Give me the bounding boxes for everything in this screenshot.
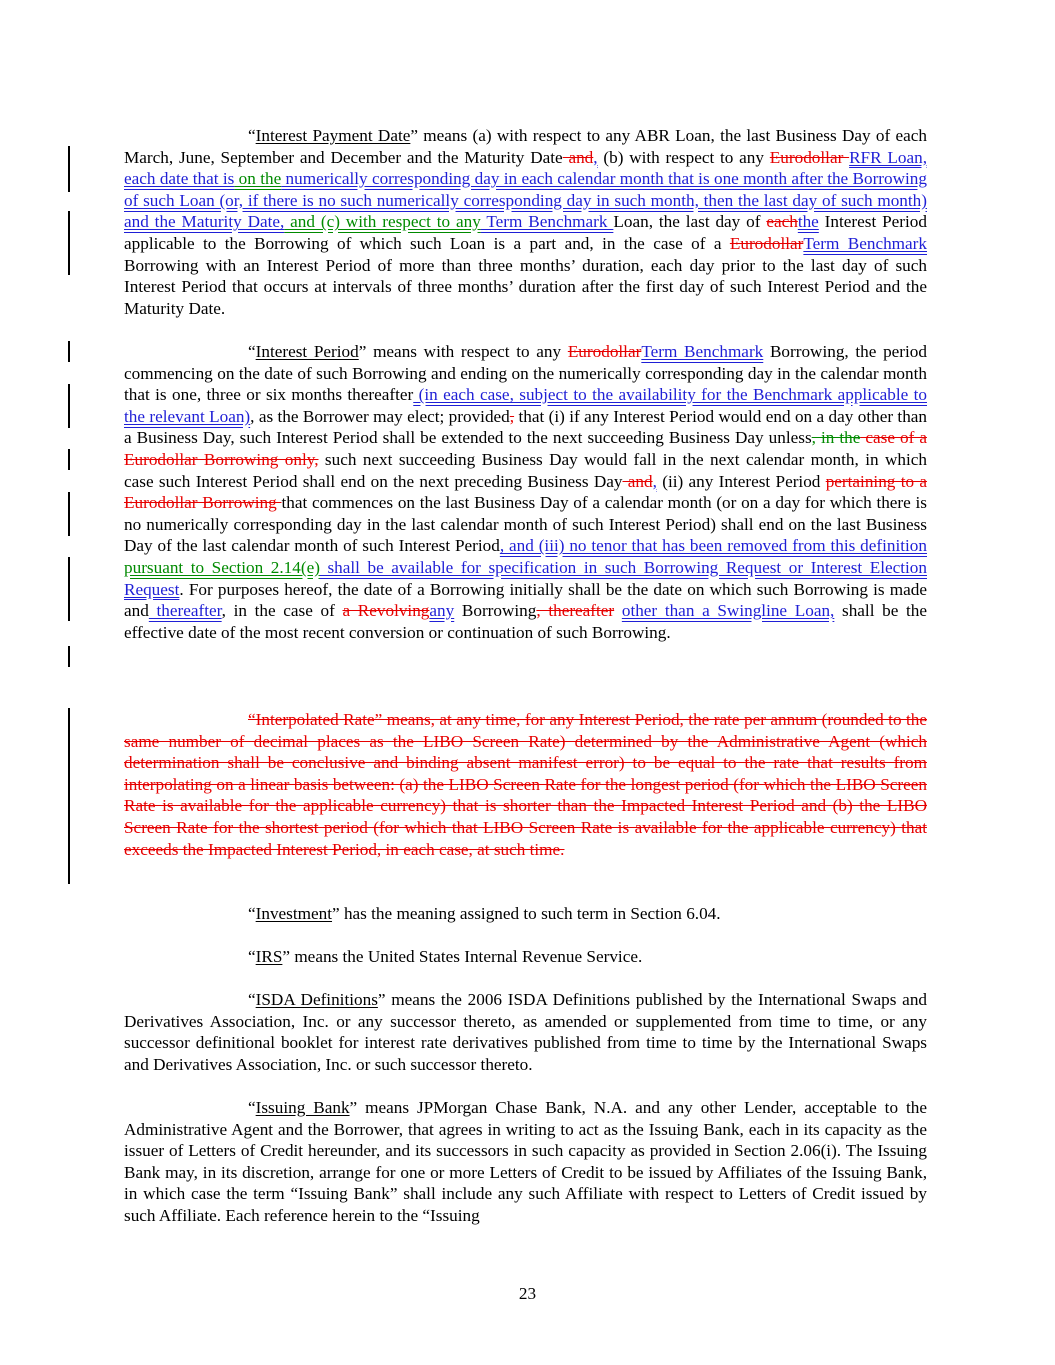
inserted-text: any: [429, 601, 455, 621]
body-text: ” means JPMorgan Chase Bank, N.A. and any other Lender, acceptable to the Administrative Agent and the Borrower, that agrees in writing to act as the Issuing Bank, each in its capacity as the issuer of Letters of Credit hereunder, and its successors in such capacity as provided in Section 2.06(i). The Issuing Bank may, in its discretion, arrange for one or more Letters of Credit to be issued by Affiliates of the Issuing Bank, in which case the term “Issuing Bank” shall include any such Affiliate with respect to Letters of Credit issued by such Affiliate. Each reference herein to the “Issuing: [124, 1098, 928, 1225]
deleted-text: a Revolving: [342, 601, 430, 621]
defined-term: Interest Period: [255, 342, 359, 361]
deleted-text: , thereafter: [536, 601, 615, 621]
defined-term: Investment: [255, 904, 333, 923]
body-text: ” means with respect to any: [358, 342, 568, 361]
body-text: that commences on the last Business Day of a calendar month (or on a day for which there is no numerically corresponding day in the last calendar month of such Interest Period) shall end on the last Business Day of the last calendar month of such Interest Period: [124, 493, 927, 556]
quote-mark: “: [248, 1098, 256, 1117]
body-text: that (i) if any Interest Period would end on a day other than a Business Day, such Interest Period shall be extended to the next succeeding Business Day unless: [124, 406, 928, 448]
quote-mark: “: [248, 947, 256, 966]
body-text: Loan, the last day of: [613, 212, 767, 232]
definition-interest-payment-date: [124, 125, 927, 319]
quote-mark: “: [248, 990, 256, 1009]
inserted-text: the: [797, 212, 819, 232]
body-text: , in the case of: [221, 601, 343, 621]
deleted-text: pertaining to a Eurodollar Borrowing: [124, 471, 928, 513]
body-text: ” means (a) with respect to any ABR Loan, the last Business Day of each March, June, September and December and the Maturity Date: [124, 126, 927, 167]
body-text: such next succeeding Business Day would fall in the next calendar month, in which case such Interest Period shall end on the next preceding Business Day: [124, 449, 927, 491]
defined-term: Issuing Bank: [255, 1098, 350, 1117]
defined-term: ISDA Definitions: [255, 990, 378, 1009]
moved-text: and (c) with respect to any: [284, 212, 481, 232]
body-text: ” means the 2006 ISDA Definitions published by the International Swaps and Derivatives Association, Inc. or any successor thereto, as amended or supplemented from time to time, or any successor definitional booklet for interest rate derivatives published from time to time by the International Swaps and Derivatives Association, Inc. or such successor thereto.: [124, 990, 928, 1074]
deleted-text: each: [766, 212, 798, 232]
deleted-text: ,: [509, 406, 515, 426]
body-text: ” has the meaning assigned to such term in Section 6.04.: [332, 904, 721, 923]
body-text: Borrowing, the period commencing on the date of such Borrowing and ending on the numerically corresponding day in the calendar month that is one, three or six months thereafter: [124, 342, 927, 405]
deleted-text: “Interpolated Rate” means, at any time, for any Interest Period, the rate per annum (rounded to the same number of decimal places as the LIBO Screen Rate) determined by the Administrative Agent (which determination shall be conclusive and binding absent manifest error) to be equal to the rate that results from interpolating on a linear basis between: (a) the LIBO Screen Rate for the longest period (for which the LIBO Screen Rate is available for the applicable currency) that is shorter than the Impacted Interest Period and (b) the LIBO Screen Rate for the shortest period (for which that LIBO Screen Rate is available for the applicable currency) that exceeds the Impacted Interest Period, in each case, at such time.: [124, 710, 927, 859]
page-number: 23: [518, 1284, 537, 1303]
definition-isda-definitions: [124, 989, 927, 1075]
change-bar: [68, 146, 70, 192]
body-text: shall be the effective date of the most recent conversion or continuation of such Borrowing.: [124, 601, 928, 642]
inserted-text: ,: [652, 471, 657, 491]
inserted-text: RFR Loan, each date that is: [124, 147, 927, 189]
definition-interest-period: [124, 341, 927, 643]
deleted-text: and: [562, 147, 594, 167]
quote-mark: “: [248, 904, 256, 923]
change-bar: [68, 341, 70, 362]
change-bar: [68, 449, 70, 470]
change-bar: [68, 557, 70, 621]
body-text: . For purposes hereof, the date of a Borrowing initially shall be the date on which such Borrowing is made and: [124, 579, 927, 621]
inserted-text: (in each case, subject to the availability for the Benchmark applicable to the relevant Loan): [124, 385, 927, 426]
body-text: [614, 601, 622, 620]
body-text: (b) with respect to any: [597, 147, 770, 167]
inserted-text: other than a Swingline Loan,: [621, 601, 835, 621]
change-bar: [68, 384, 70, 428]
deleted-text: Eurodollar: [729, 233, 804, 253]
moved-deleted-text: , in the: [811, 428, 861, 448]
defined-term: IRS: [255, 947, 283, 966]
change-bar: [68, 708, 70, 884]
moved-text: pursuant to Section 2.14(e): [124, 557, 320, 577]
inserted-text: Term Benchmark: [803, 233, 927, 253]
quote-mark: “: [248, 126, 256, 145]
inserted-text: ,: [593, 147, 598, 167]
deleted-text: Eurodollar: [769, 147, 850, 167]
inserted-text: numerically corresponding day in each calendar month that is one month after the Borrowing of such Loan (or, if there is no such numerically corresponding day in such month, then the last day of such month) and the Maturity Date,: [124, 169, 927, 232]
body-text: Borrowing with an Interest Period of more than three months’ duration, each day prior to the last day of such Interest Period that occurs at intervals of three months’ duration after the first day of such Interest Period and the Maturity Date.: [124, 255, 927, 318]
body-text: Interest Period applicable to the Borrowing of which such Loan is a part and, in the case of a: [124, 212, 927, 253]
quote-mark: “: [248, 342, 256, 361]
definition-interpolated-rate: [124, 709, 927, 860]
body-text: Borrowing: [454, 601, 537, 621]
deleted-text: Eurodollar: [567, 342, 642, 361]
change-bar: [68, 492, 70, 536]
definition-investment: [124, 903, 927, 925]
inserted-text: shall be available for specification in such Borrowing Request or Interest Election Request: [124, 557, 927, 599]
inserted-text: Term Benchmark: [641, 342, 764, 361]
body-text: ” means the United States Internal Revenue Service.: [282, 947, 643, 966]
definition-irs: [124, 946, 927, 968]
inserted-text: , and (iii) no tenor that has been removed from this definition: [499, 536, 927, 556]
change-bar: [68, 211, 70, 275]
body-text: (ii) any Interest Period: [656, 471, 826, 491]
defined-term: Interest Payment Date: [255, 126, 411, 145]
inserted-text: Term Benchmark: [480, 212, 614, 232]
deleted-text: case of a Eurodollar Borrowing only,: [124, 428, 927, 469]
change-bar: [68, 646, 70, 667]
inserted-text: thereafter: [148, 601, 222, 621]
definition-issuing-bank: [124, 1097, 927, 1227]
moved-text: on the: [234, 169, 282, 189]
deleted-text: and: [622, 471, 653, 491]
body-text: , as the Borrower may elect; provided: [250, 406, 510, 426]
